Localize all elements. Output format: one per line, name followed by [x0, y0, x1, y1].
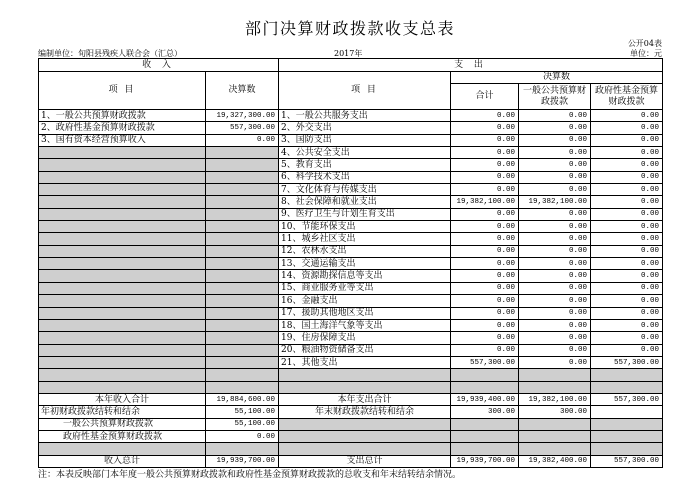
compiling-unit: 编制单位：旬阳县残疾人联合会（汇总）: [38, 49, 182, 58]
table-row: [39, 381, 663, 393]
table-row: [39, 369, 663, 381]
fund-budget-cell: 0.00: [591, 196, 663, 208]
total-header: 合计: [451, 84, 519, 110]
income-item-cell: [39, 184, 206, 196]
table-row: [39, 430, 663, 442]
general-budget-cell: 19,382,100.00: [519, 196, 591, 208]
income-item-cell: [39, 356, 206, 368]
income-amount-cell: [206, 196, 279, 208]
table-row: [39, 147, 663, 159]
general-budget-cell: 0.00: [519, 258, 591, 270]
expense-item-cell: 5、教育支出: [279, 159, 451, 171]
income-item-cell: [39, 344, 206, 356]
expense-item-cell: [279, 418, 451, 430]
expense-total-cell: 0.00: [451, 208, 519, 220]
general-budget-cell: 19,382,400.00: [519, 455, 591, 467]
fund-budget-cell: 0.00: [591, 344, 663, 356]
income-amount-cell: 19,884,600.00: [206, 393, 279, 405]
table-row: [39, 270, 663, 282]
income-item-cell: [39, 319, 206, 331]
expense-section-header: 支 出: [279, 59, 663, 72]
general-budget-cell: 0.00: [519, 134, 591, 146]
general-budget-cell: 19,382,100.00: [519, 393, 591, 405]
report-year: 2017年: [334, 49, 363, 58]
table-row: [39, 134, 663, 146]
expense-item-cell: 本年支出合计: [279, 393, 451, 405]
expense-item-cell: 7、文化体育与传媒支出: [279, 184, 451, 196]
expense-item-cell: 18、国土海洋气象等支出: [279, 319, 451, 331]
income-amount-cell: 0.00: [206, 430, 279, 442]
expense-total-cell: 0.00: [451, 233, 519, 245]
expense-item-cell: 1、一般公共服务支出: [279, 110, 451, 122]
income-item-cell: [39, 282, 206, 294]
expense-total-cell: [451, 381, 519, 393]
table-row: [39, 443, 663, 455]
general-budget-cell: 300.00: [519, 406, 591, 418]
income-amount-cell: [206, 295, 279, 307]
income-amount-cell: 557,300.00: [206, 122, 279, 134]
income-amount-cell: [206, 147, 279, 159]
general-budget-cell: 0.00: [519, 184, 591, 196]
fund-budget-cell: 0.00: [591, 221, 663, 233]
income-amount-cell: [206, 258, 279, 270]
income-amount-cell: 55,100.00: [206, 406, 279, 418]
income-amount-cell: [206, 208, 279, 220]
general-budget-cell: [519, 381, 591, 393]
form-code: 公开04表: [627, 39, 662, 48]
expense-item-cell: 15、商业服务业等支出: [279, 282, 451, 294]
general-budget-cell: 0.00: [519, 332, 591, 344]
income-amount-cell: 55,100.00: [206, 418, 279, 430]
income-item-cell: [39, 147, 206, 159]
general-budget-cell: 0.00: [519, 319, 591, 331]
general-budget-cell: [519, 369, 591, 381]
fund-budget-cell: 557,300.00: [591, 393, 663, 405]
general-budget-cell: 0.00: [519, 295, 591, 307]
currency-unit: 单位：元: [630, 49, 662, 58]
income-item-cell: [39, 307, 206, 319]
expense-item-header: 项 目: [279, 72, 451, 110]
income-section-header: 收 入: [39, 59, 279, 72]
general-budget-cell: 0.00: [519, 171, 591, 183]
fund-budget-cell: 0.00: [591, 171, 663, 183]
general-budget-cell: 0.00: [519, 344, 591, 356]
general-budget-cell: [519, 430, 591, 442]
income-amount-cell: [206, 270, 279, 282]
income-item-cell: [39, 270, 206, 282]
expense-total-cell: 0.00: [451, 110, 519, 122]
income-amount-cell: [206, 221, 279, 233]
income-item-cell: 3、国有资本经营预算收入: [39, 134, 206, 146]
income-amount-cell: [206, 356, 279, 368]
income-item-cell: [39, 208, 206, 220]
expense-total-cell: [451, 369, 519, 381]
income-amount-cell: [206, 307, 279, 319]
expense-total-cell: 0.00: [451, 332, 519, 344]
income-item-cell: [39, 171, 206, 183]
income-item-cell: [39, 221, 206, 233]
expense-item-cell: 支出总计: [279, 455, 451, 467]
expense-item-cell: 12、农林水支出: [279, 245, 451, 257]
table-row: [39, 221, 663, 233]
fund-budget-cell: [591, 418, 663, 430]
income-amount-cell: [206, 245, 279, 257]
table-row: [39, 258, 663, 270]
expense-item-cell: 17、援助其他地区支出: [279, 307, 451, 319]
income-item-cell: [39, 245, 206, 257]
expense-total-cell: 0.00: [451, 344, 519, 356]
fund-budget-cell: 0.00: [591, 282, 663, 294]
fund-budget-cell: 0.00: [591, 184, 663, 196]
expense-amount-header: 决算数: [451, 72, 663, 84]
expense-total-cell: 0.00: [451, 171, 519, 183]
expense-item-cell: 4、公共安全支出: [279, 147, 451, 159]
table-row: [39, 159, 663, 171]
income-amount-cell: [206, 344, 279, 356]
expense-total-cell: 0.00: [451, 147, 519, 159]
table-body: [39, 110, 663, 468]
table-row: [39, 319, 663, 331]
income-item-cell: [39, 258, 206, 270]
expense-total-cell: 0.00: [451, 159, 519, 171]
expense-item-cell: 6、科学技术支出: [279, 171, 451, 183]
income-item-cell: 收入总计: [39, 455, 206, 467]
expense-item-cell: 10、节能环保支出: [279, 221, 451, 233]
income-item-cell: [39, 295, 206, 307]
expense-total-cell: 0.00: [451, 307, 519, 319]
expense-item-cell: 13、交通运输支出: [279, 258, 451, 270]
income-amount-cell: [206, 332, 279, 344]
general-budget-cell: 0.00: [519, 159, 591, 171]
expense-item-cell: 年末财政拨款结转和结余: [279, 406, 451, 418]
expense-item-cell: 8、社会保障和就业支出: [279, 196, 451, 208]
expense-item-cell: [279, 381, 451, 393]
income-amount-header: 决算数: [206, 72, 279, 110]
table-row: [39, 418, 663, 430]
expense-item-cell: 20、粮油物资储备支出: [279, 344, 451, 356]
expense-total-cell: [451, 430, 519, 442]
income-item-cell: 本年收入合计: [39, 393, 206, 405]
general-budget-cell: [519, 418, 591, 430]
general-budget-cell: 0.00: [519, 122, 591, 134]
income-amount-cell: [206, 443, 279, 455]
footnote: 注：本表反映部门本年度一般公共预算财政拨款和政府性基金预算财政拨款的总收支和年末结转结余情况。: [38, 470, 462, 480]
expense-item-cell: 2、外交支出: [279, 122, 451, 134]
fund-budget-cell: 0.00: [591, 319, 663, 331]
expense-total-cell: 0.00: [451, 134, 519, 146]
expense-total-cell: 0.00: [451, 258, 519, 270]
table-row: [39, 393, 663, 405]
expense-item-cell: [279, 430, 451, 442]
expense-total-cell: [451, 418, 519, 430]
expense-total-cell: 0.00: [451, 245, 519, 257]
income-amount-cell: 19,939,700.00: [206, 455, 279, 467]
fund-budget-cell: 557,300.00: [591, 455, 663, 467]
expense-item-cell: 21、其他支出: [279, 356, 451, 368]
fund-budget-cell: 0.00: [591, 233, 663, 245]
expense-total-cell: 19,382,100.00: [451, 196, 519, 208]
income-item-cell: 年初财政拨款结转和结余: [39, 406, 206, 418]
general-budget-cell: 0.00: [519, 233, 591, 245]
table-row: [39, 406, 663, 418]
income-amount-cell: [206, 381, 279, 393]
fund-budget-cell: 0.00: [591, 110, 663, 122]
table-row: [39, 356, 663, 368]
income-item-cell: [39, 369, 206, 381]
table-row: [39, 245, 663, 257]
income-item-cell: [39, 381, 206, 393]
fund-budget-cell: 0.00: [591, 270, 663, 282]
general-budget-header: 一般公共预算财政拨款: [519, 84, 591, 110]
expense-total-cell: 19,939,400.00: [451, 393, 519, 405]
financial-table: [38, 58, 663, 468]
table-row: [39, 344, 663, 356]
table-row: [39, 295, 663, 307]
expense-total-cell: 300.00: [451, 406, 519, 418]
fund-budget-cell: 557,300.00: [591, 356, 663, 368]
table-row: [39, 110, 663, 122]
fund-budget-cell: 0.00: [591, 159, 663, 171]
income-amount-cell: [206, 319, 279, 331]
expense-item-cell: 19、住房保障支出: [279, 332, 451, 344]
fund-budget-header: 政府性基金预算财政拨款: [591, 84, 663, 110]
income-amount-cell: [206, 184, 279, 196]
income-amount-cell: 19,327,300.00: [206, 110, 279, 122]
expense-item-cell: [279, 369, 451, 381]
general-budget-cell: 0.00: [519, 147, 591, 159]
income-item-cell: [39, 233, 206, 245]
table-row: [39, 122, 663, 134]
income-amount-cell: 0.00: [206, 134, 279, 146]
income-item-cell: 一般公共预算财政拨款: [39, 418, 206, 430]
general-budget-cell: 0.00: [519, 307, 591, 319]
general-budget-cell: 0.00: [519, 270, 591, 282]
fund-budget-cell: 0.00: [591, 332, 663, 344]
expense-total-cell: 0.00: [451, 319, 519, 331]
expense-total-cell: 0.00: [451, 282, 519, 294]
fund-budget-cell: 0.00: [591, 245, 663, 257]
expense-total-cell: 0.00: [451, 295, 519, 307]
general-budget-cell: [519, 443, 591, 455]
general-budget-cell: 0.00: [519, 221, 591, 233]
fund-budget-cell: 0.00: [591, 307, 663, 319]
expense-total-cell: 0.00: [451, 221, 519, 233]
fund-budget-cell: 0.00: [591, 258, 663, 270]
general-budget-cell: 0.00: [519, 356, 591, 368]
table-row: [39, 332, 663, 344]
income-amount-cell: [206, 282, 279, 294]
fund-budget-cell: 0.00: [591, 208, 663, 220]
column-header-row: [39, 72, 663, 84]
income-amount-cell: [206, 171, 279, 183]
general-budget-cell: 0.00: [519, 110, 591, 122]
fund-budget-cell: 0.00: [591, 295, 663, 307]
table-row: [39, 184, 663, 196]
expense-item-cell: 16、金融支出: [279, 295, 451, 307]
expense-total-cell: [451, 443, 519, 455]
page-title: 部门决算财政拨款收支总表: [244, 19, 455, 38]
expense-total-cell: 19,939,700.00: [451, 455, 519, 467]
income-item-cell: 政府性基金预算财政拨款: [39, 430, 206, 442]
expense-item-cell: 9、医疗卫生与计划生育支出: [279, 208, 451, 220]
fund-budget-cell: [591, 369, 663, 381]
table-row: [39, 455, 663, 467]
income-item-cell: [39, 443, 206, 455]
fund-budget-cell: 0.00: [591, 134, 663, 146]
income-item-cell: [39, 196, 206, 208]
expense-item-cell: 3、国防支出: [279, 134, 451, 146]
section-header-row: [39, 59, 663, 72]
fund-budget-cell: [591, 430, 663, 442]
income-amount-cell: [206, 233, 279, 245]
table-row: [39, 282, 663, 294]
fund-budget-cell: 0.00: [591, 122, 663, 134]
income-amount-cell: [206, 369, 279, 381]
table-row: [39, 208, 663, 220]
expense-total-cell: 0.00: [451, 184, 519, 196]
fund-budget-cell: [591, 406, 663, 418]
income-item-header: 项 目: [39, 72, 206, 110]
table-row: [39, 233, 663, 245]
table-row: [39, 171, 663, 183]
fund-budget-cell: [591, 443, 663, 455]
table-header: [39, 59, 663, 110]
table-row: [39, 307, 663, 319]
expense-item-cell: 11、城乡社区支出: [279, 233, 451, 245]
general-budget-cell: 0.00: [519, 245, 591, 257]
expense-item-cell: 14、资源勘探信息等支出: [279, 270, 451, 282]
general-budget-cell: 0.00: [519, 282, 591, 294]
fund-budget-cell: 0.00: [591, 147, 663, 159]
expense-item-cell: [279, 443, 451, 455]
income-item-cell: 2、政府性基金预算财政拨款: [39, 122, 206, 134]
expense-total-cell: 0.00: [451, 270, 519, 282]
income-item-cell: 1、一般公共预算财政拨款: [39, 110, 206, 122]
fund-budget-cell: [591, 381, 663, 393]
table-row: [39, 196, 663, 208]
general-budget-cell: 0.00: [519, 208, 591, 220]
expense-total-cell: 0.00: [451, 122, 519, 134]
income-item-cell: [39, 332, 206, 344]
income-item-cell: [39, 159, 206, 171]
income-amount-cell: [206, 159, 279, 171]
expense-total-cell: 557,300.00: [451, 356, 519, 368]
